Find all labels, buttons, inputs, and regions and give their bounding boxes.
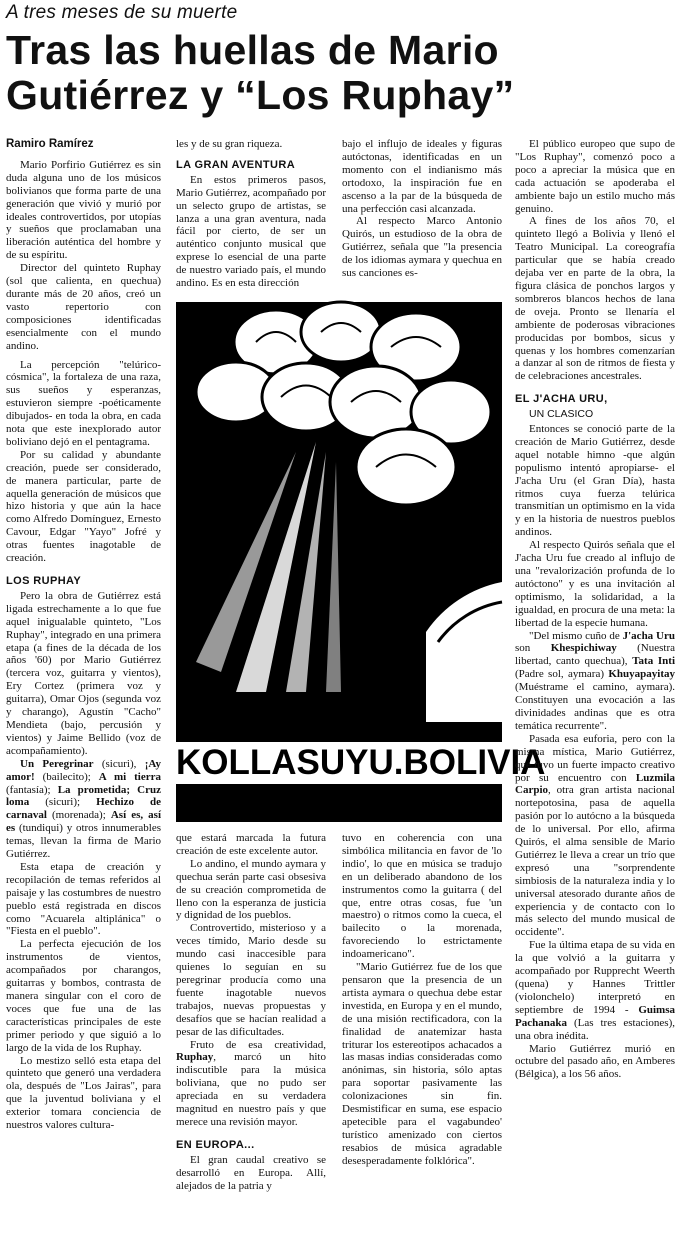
paragraph: Lo andino, el mundo aymara y quechua serán parte casi obsesiva de su creación comprometida de lleno con la esperanza de justicia y dignidad de los pueblos. — [176, 857, 326, 922]
paragraph: A fines de los años 70, el quinteto llegó a Bolivia y llenó el Teatro Municipal. La coreografía particular que se había creado dejaba ver en parte de la obra, la figura clásica de ponchos largos y sombreros blancos hechos de lana de oveja. Pronto se llenaría el ambiente de poderosas vibraciones producidas por bombos, sicus y quenas y los hombres comenzarían a danzar al son de ritmos de fiesta y de celebraciones ancestrales. — [515, 215, 675, 383]
paragraph: Al respecto Marco Antonio Quirós, un estudioso de la obra de Gutiérrez, señala que "la presencia de los idiomas aymara y quechua en sus canciones es- — [342, 215, 502, 280]
text: (tundiqui) y otros innumerables temas, llevan la firma de Mario Gutiérrez. — [6, 822, 161, 861]
paragraph: que estará marcada la futura creación de este excelente autor. — [176, 832, 326, 857]
paragraph: En estos primeros pasos, Mario Gutiérrez, acompañado por un selecto grupo de artistas, se lanza a una gran aventura, nada fácil por cierto, de ser un auténtico conjunto musical que exprese lo esencial de una parte de nuestro variado país, el mundo andino. Es en esta dirección — [176, 173, 326, 290]
song-title: ¡Ay amor! — [6, 757, 162, 783]
text: Pasada esa euforia, pero con la misma mística, Mario Gutiérrez, que tuvo un fuerte impacto creativo por su encuentro con — [515, 732, 675, 784]
paragraph: Al respecto Quirós señala que el J'acha Uru fue creado al influjo de una "revalorización profunda de lo autóctono" y es una invitación al optimismo, la solidaridad, a la igualdad, en procura de una meta: la libertad de la especie humana. — [515, 539, 675, 629]
text: (morenada); — [46, 809, 111, 822]
paragraph: El gran caudal creativo se desarrolló en Europa. Allí, alejados de la patria y — [176, 1153, 326, 1192]
column-3-top — [342, 138, 502, 280]
paragraph: La percepción "telúrico-cósmica", la fortaleza de una raza, sus sueños y esperanzas, estuvieron siempre -poéticamente dibujados- en toda la obra, en cada nota que este inexplorado autor boliviano dejó en el pentagrama. — [6, 358, 161, 448]
text: (Nuestra libertad, canto quechua), — [515, 642, 676, 668]
paragraph — [515, 733, 675, 940]
song-title: Un Peregrinar — [20, 757, 94, 770]
text: (fantasía); — [6, 783, 58, 796]
paragraph — [515, 630, 675, 733]
paragraph: Mario Gutiérrez murió en octubre del pasado año, en Amberes (Bélgica), a los 56 años. — [515, 1042, 675, 1081]
text: Fue la última etapa de su vida en la que volvió a la guitarra y acompañado por Rupprecht Weerth (quena) y Hannes Trittler (violonchelo) interpretó en septiembre de 1994 - — [515, 939, 675, 1016]
song-title: Hechizo de carnaval — [6, 796, 161, 822]
paragraph: les y de su gran riqueza. — [176, 138, 283, 150]
paragraph: Pero la obra de Gutiérrez está ligada estrechamente a lo que fue aquel inigualable quinteto, "Los Ruphay", integrado en una primera etapa (a fines de la década de los años '60) por Mario Gutiérrez (tercera voz, guitarra y vientos), Ery Cortez (primera voz y guitarra), Omar Ojos (segunda voz y charango), Agustín "Cacho" Mendieta (bajo, percusión y vientos) y Jaime Bellido (voz de acompañamiento). — [6, 589, 161, 757]
kicker: A tres meses de su muerte — [6, 2, 238, 23]
headline: Tras las huellas de Mario Gutiérrez y “Los Ruphay” — [6, 27, 515, 118]
paragraph: Mario Porfirio Gutiérrez es sin duda alguna uno de los músicos bolivianos que forma parte de una generación que vivió y murió por ideales controvertidos, por utopías y sueños que proclamaban una liberación auténtica del hombre y de su espíritu. — [6, 158, 161, 262]
group-name: Ruphay — [176, 1051, 214, 1064]
song-title: Guimsa Pachanaka — [515, 1003, 675, 1029]
text: (Muéstrame el camino, aymara). Constituyen una evocación a las divinidades andinas que es otra temática recurrente". — [515, 681, 675, 732]
paragraph — [176, 1039, 326, 1129]
paragraph: El público europeo que supo de "Los Ruphay", comenzó poco a poco a apreciar la música que en cada actuación se apoderaba el ambiente bajo un estilo mucho más genuino. — [515, 138, 675, 215]
column-3-bottom — [342, 832, 502, 1168]
text: (bailecito); — [34, 770, 99, 783]
text: Fruto de esa creatividad, — [190, 1038, 326, 1051]
paragraph: "Mario Gutiérrez fue de los que pensaron que la presencia de un artista aymara o quechua debe estar investida, en Europa y en el mundo, de una misión rectificadora, con la finalidad de anatemizar hasta triturar los estereotipos achacados a las masas indias consideradas como anónimas, sin historia, sólo aptas para soportar pasivamente las colonizaciones sin fin. Desmistificar en suma, ese espacio apetecible para el vagabundeo' turístico amenizado con ciertos resabios de música agradable desesperadamente folklórica". — [342, 961, 502, 1167]
paragraph: La perfecta ejecución de los instrumentos de vientos, acompañados por charangos, guitarras y bombos, contrasta de manera singular con el coro de voces que fue una de las características principales de este primer periodo y que siguió a lo largo de la vida de los Ruphay. — [6, 938, 161, 1054]
song-title: Khespichiway — [550, 642, 617, 655]
song-title: J'acha Uru — [622, 629, 676, 642]
song-title: Así es, así es — [6, 809, 162, 835]
text: (sicuri), — [93, 757, 145, 770]
section-heading-la-gran-aventura: LA GRAN AVENTURA — [176, 158, 296, 171]
song-title: Khuyapayitay — [608, 668, 675, 681]
byline: Ramiro Ramírez — [6, 138, 94, 150]
paragraph — [515, 939, 675, 1042]
artist-name: Luzmila Carpio — [515, 771, 675, 797]
section-heading-los-ruphay: LOS RUPHAY — [6, 575, 82, 587]
song-title: A mi tierra — [98, 770, 161, 783]
paragraph: Director del quinteto Ruphay (sol que calienta, en quechua) durante más de 20 años, creó un vasto repertorio con composiciones identificadas esencialmente con el mundo andino. — [6, 262, 161, 352]
text: (Las tres estaciones), una obra inédita. — [515, 1016, 675, 1042]
paragraph: bajo el influjo de ideales y figuras autóctonas, identificadas en un momento con el indianismo más ortodoxo, la inspiración fue en ascenso a la par de la búsqueda de una perfección casi alcanzada. — [342, 138, 502, 215]
column-4 — [515, 138, 675, 1081]
paragraph: Esta etapa de creación y recopilación de temas referidos al paisaje y las costumbres de nuestro pueblo está registrada en discos como "Acuarela altiplánica" o "Fiesta en el pueblo". — [6, 860, 161, 938]
song-title: Tata Inti — [632, 655, 676, 668]
paragraph: Lo mestizo selló esta etapa del quinteto que generó una verdadera ola, después de "Los Jairas", para que la juventud boliviana y el exterior tomara conciencia de nuestros valores cultura- — [6, 1054, 161, 1132]
text: son — [515, 642, 551, 655]
text: "Del mismo cuño de — [529, 629, 623, 642]
text: , marcó un hito indiscutible para la música boliviana, que no pudo ser apreciada en su verdadera magnitud en nuestro país y que merece una revisión mayor. — [176, 1051, 326, 1128]
paragraph: Controvertido, misterioso y a veces tímido, Mario desde su mundo casi inaccesible para quienes lo seguían en su peregrinar producía como una fuente inagotable nuevos trabajos, nuevas propuestas y desafíos que se hacían realidad a pesar de las dificultades. — [176, 922, 326, 1038]
text: , otra gran artista nacional nortepotosina, pasa de aquella pasión por lo autócno a la búsqueda de lo universal. Por ello, afirma Quirós, el alma sensible de Mario Gutiérrez le lleva a crear un trío que expresó una "sorprendente simbiosis de la naturaleza india y lo universal atesorado durante años de experiencia y de contacto con lo más selecto del mundo musical de occidente". — [515, 784, 675, 939]
poster-caption: KOLLASUYU.BOLIVIA — [176, 743, 546, 782]
column-2-top — [176, 138, 326, 290]
paragraph: tuvo en coherencia con una simbólica militancia en favor de 'lo indio', lo que en música se tradujo en un deliberado abandono de los instrumentos como la guitarra ( del que, entre otras cosas, fue 'un maestro) o ritmos como la cueca, el bailecito o la morenada, favoreciendo lo estrictamente indoamericano". — [342, 832, 502, 961]
column-2-bottom — [176, 832, 326, 1192]
song-title: La prometida; Cruz loma — [6, 783, 161, 809]
text: (sicuri); — [29, 796, 97, 809]
text: (Padre sol, aymara) — [515, 668, 609, 681]
paragraph — [6, 758, 161, 861]
section-heading-en-europa: EN EUROPA... — [176, 1138, 255, 1151]
section-subheading: UN CLASICO — [529, 408, 594, 421]
section-heading-el-jacha-uru: EL J'ACHA URU, — [515, 393, 608, 406]
column-1 — [6, 138, 161, 1132]
paragraph: Por su calidad y abundante creación, puede ser considerado, de manera particular, parte de aquella generación de músicos que hizo historia y que aún la hace como Alfredo Domínguez, Ernesto Cavour, Edgar "Yayo" Jofré y otras fuentes inagotable de creación. — [6, 448, 161, 565]
paragraph: Entonces se conoció parte de la creación de Mario Gutiérrez, desde aquel notable himno -que algún populismo intentó apropiarse- el J'acha Uru (el Gran Día), hasta ritmos cuya fuerza telúrica transmitían un optimismo en la vida y en la historia de nuestros pueblos andinos. — [515, 423, 675, 539]
